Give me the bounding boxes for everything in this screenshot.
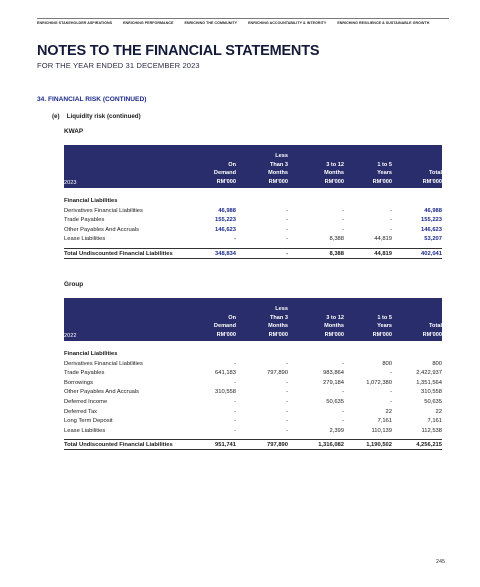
nav-item-stakeholder[interactable]: ENRICHING STAKEHOLDER ASPIRATIONS: [37, 21, 113, 25]
total-value: -: [286, 251, 288, 257]
page-subtitle: FOR THE YEAR ENDED 31 DECEMBER 2023: [37, 61, 200, 70]
column-header: [382, 169, 442, 186]
total-row: [64, 439, 442, 450]
cell-value: 983,864: [323, 370, 344, 377]
cell-value: -: [234, 418, 236, 425]
subsection-label: (e): [52, 113, 60, 120]
row-label: Derivatives Financial Liabilities: [64, 360, 143, 367]
cell-value: 310,558: [421, 389, 442, 396]
cell-value: -: [286, 236, 288, 243]
top-nav: [37, 18, 449, 30]
section-heading: Financial Liabilities: [64, 351, 118, 357]
column-header-line: RM'000: [324, 331, 344, 338]
cell-value: 155,223: [421, 217, 442, 224]
section-title: 34. FINANCIAL RISK (CONTINUED): [37, 96, 147, 103]
column-header-line: RM'000: [422, 178, 442, 185]
cell-value: -: [390, 389, 392, 396]
column-header-line: Months: [324, 323, 344, 330]
cell-value: 7,161: [427, 418, 442, 425]
table-row: [64, 418, 442, 427]
column-header-line: Demand: [213, 170, 236, 177]
column-header-line: 1 to 5: [377, 161, 392, 168]
cell-value: 146,623: [421, 226, 442, 233]
total-value: 348,834: [215, 251, 236, 257]
cell-value: -: [390, 207, 392, 214]
column-header-line: Less: [275, 153, 288, 160]
column-header-line: RM'000: [372, 178, 392, 185]
cell-value: 46,988: [218, 207, 236, 214]
cell-value: 155,223: [215, 217, 236, 224]
cell-value: 50,635: [326, 399, 344, 405]
row-label: Derivatives Financial Liabilities: [64, 207, 143, 214]
row-label: Deferred Income: [64, 399, 108, 405]
column-header-line: On: [228, 314, 236, 321]
total-value: 797,890: [267, 442, 288, 449]
column-header-line: RM'000: [268, 178, 288, 185]
section-heading-row: [64, 351, 442, 360]
cell-value: -: [390, 370, 392, 377]
column-header: [228, 152, 288, 186]
cell-value: 8,388: [329, 236, 344, 243]
cell-value: 112,538: [421, 427, 442, 434]
liquidity-table-group: [64, 298, 442, 449]
column-header-line: Than 3: [269, 314, 288, 321]
cell-value: -: [342, 418, 344, 425]
section-heading-row: [64, 198, 442, 207]
cell-value: 50,635: [424, 399, 442, 405]
column-header-line: 3 to 12: [326, 314, 344, 321]
subsection-title: [52, 113, 141, 120]
column-header-line: RM'000: [324, 178, 344, 185]
column-header-line: RM'000: [268, 331, 288, 338]
column-header-line: On: [228, 161, 236, 168]
cell-value: 2,422,937: [416, 370, 442, 377]
total-value: 1,316,082: [318, 442, 344, 449]
table-row: [64, 236, 442, 245]
cell-value: -: [234, 360, 236, 367]
total-value: 44,819: [374, 251, 392, 257]
cell-value: 44,819: [374, 236, 392, 243]
cell-value: 146,623: [215, 226, 236, 233]
cell-value: -: [286, 389, 288, 396]
cell-value: 7,161: [377, 418, 392, 425]
table-year: 2023: [64, 180, 77, 186]
row-label: Borrowings: [64, 379, 93, 386]
column-header-line: Than 3: [269, 161, 288, 168]
cell-value: 46,988: [424, 207, 442, 214]
cell-value: -: [342, 408, 344, 415]
table-header: [64, 145, 442, 188]
total-value: 1,190,502: [366, 442, 392, 449]
table-row: [64, 389, 442, 398]
cell-value: -: [286, 226, 288, 233]
row-label: Lease Liabilities: [64, 236, 106, 243]
cell-value: 279,184: [323, 379, 344, 386]
total-label: Total Undiscounted Financial Liabilities: [64, 251, 173, 257]
row-label: Other Payables And Accruals: [64, 389, 140, 396]
cell-value: -: [234, 236, 236, 243]
nav-item-resilience[interactable]: ENRICHING RESILIENCE & SUSTAINABLE GROWTH: [337, 21, 430, 25]
column-header-line: 3 to 12: [326, 161, 344, 168]
cell-value: 641,183: [215, 370, 236, 377]
cell-value: 2,399: [329, 427, 344, 434]
nav-item-community[interactable]: ENRICHING THE COMMUNITY: [184, 21, 238, 25]
liquidity-table-kwap: [64, 145, 442, 257]
cell-value: 22: [385, 408, 392, 415]
table-header: [64, 298, 442, 341]
total-row: [64, 248, 442, 259]
cell-value: -: [286, 399, 288, 405]
table-row: [64, 409, 442, 418]
column-header-line: RM'000: [372, 331, 392, 338]
cell-value: 1,351,564: [416, 379, 442, 386]
row-label: Long Term Deposit: [64, 418, 113, 425]
cell-value: -: [234, 399, 236, 405]
cell-value: -: [342, 226, 344, 233]
column-header-line: 1 to 5: [377, 314, 392, 321]
column-header-line: Less: [275, 306, 288, 313]
column-header: [176, 161, 236, 186]
cell-value: -: [390, 226, 392, 233]
cell-value: -: [286, 207, 288, 214]
column-header-line: RM'000: [216, 178, 236, 185]
cell-value: -: [342, 207, 344, 214]
column-header: [176, 314, 236, 339]
cell-value: 800: [382, 360, 392, 367]
row-label: Deferred Tax: [64, 408, 98, 415]
cell-value: -: [342, 217, 344, 224]
cell-value: -: [390, 399, 392, 405]
total-label: Total Undiscounted Financial Liabilities: [64, 442, 173, 449]
cell-value: -: [342, 360, 344, 367]
row-label: Trade Payables: [64, 217, 105, 224]
row-label: Other Payables And Accruals: [64, 226, 140, 233]
row-label: Trade Payables: [64, 370, 105, 377]
cell-value: 53,207: [424, 236, 442, 243]
nav-item-accountability[interactable]: ENRICHING ACCOUNTABILITY & INTEGRITY: [248, 21, 327, 25]
cell-value: -: [286, 360, 288, 367]
section-heading: Financial Liabilities: [64, 198, 118, 204]
table-row: [64, 361, 442, 370]
cell-value: 797,890: [267, 370, 288, 377]
column-header-line: Months: [268, 170, 288, 177]
subsection-text: Liquidity risk (continued): [66, 113, 141, 120]
cell-value: 310,558: [215, 389, 236, 396]
cell-value: -: [234, 379, 236, 386]
column-header-line: Demand: [213, 323, 236, 330]
total-value: 8,388: [329, 251, 344, 257]
column-header-line: Years: [377, 323, 392, 330]
cell-value: -: [342, 389, 344, 396]
cell-value: -: [286, 427, 288, 434]
table-row: [64, 370, 442, 379]
nav-item-performance[interactable]: ENRICHING PERFORMANCE: [123, 21, 174, 25]
column-header-line: Months: [324, 170, 344, 177]
cell-value: -: [286, 418, 288, 425]
column-header-line: RM'000: [216, 331, 236, 338]
total-value: 4,256,215: [416, 442, 442, 449]
table-row: [64, 208, 442, 217]
cell-value: -: [286, 408, 288, 415]
entity-label-group: Group: [64, 281, 84, 288]
total-value: 951,741: [215, 442, 236, 449]
column-header: [382, 322, 442, 339]
page-number: 245: [436, 559, 445, 565]
column-header-line: Total: [429, 323, 442, 330]
column-header-line: Years: [377, 170, 392, 177]
page-title: NOTES TO THE FINANCIAL STATEMENTS: [37, 43, 320, 59]
table-row: [64, 227, 442, 236]
cell-value: -: [234, 408, 236, 415]
table-row: [64, 399, 442, 408]
cell-value: 110,139: [371, 427, 392, 434]
table-row: [64, 380, 442, 389]
cell-value: -: [234, 427, 236, 434]
table-row: [64, 217, 442, 226]
column-header-line: RM'000: [422, 331, 442, 338]
table-row: [64, 428, 442, 437]
column-header: [228, 305, 288, 339]
row-label: Lease Liabilities: [64, 427, 106, 434]
column-header-line: Months: [268, 323, 288, 330]
entity-label-kwap: KWAP: [64, 128, 84, 135]
cell-value: 800: [432, 360, 442, 367]
cell-value: 22: [435, 408, 442, 415]
cell-value: -: [286, 379, 288, 386]
column-header-line: Total: [429, 170, 442, 177]
table-year: 2022: [64, 333, 77, 339]
cell-value: 1,072,380: [366, 379, 392, 386]
total-value: 402,041: [421, 251, 442, 257]
cell-value: -: [390, 217, 392, 224]
cell-value: -: [286, 217, 288, 224]
